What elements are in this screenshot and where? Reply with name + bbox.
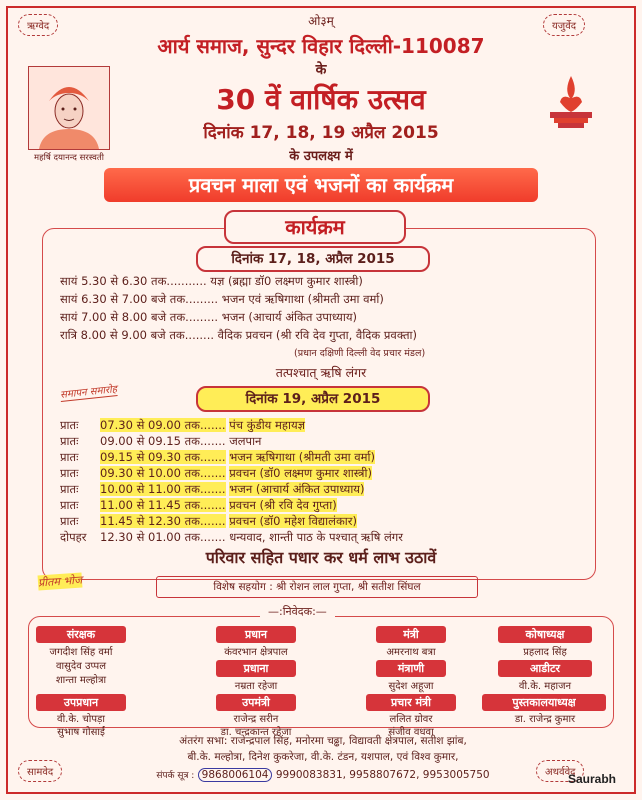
role-prachar-mantri: प्रचार मंत्री [366, 694, 456, 711]
schedule-row [60, 498, 337, 513]
schedule-item: यज्ञ (ब्रह्मा डॉ0 लक्ष्मण कुमार शास्त्री) [210, 274, 363, 288]
role-pradhan: प्रधान [216, 626, 296, 643]
role-upmantri: उपमंत्री [216, 694, 296, 711]
schedule-item: वैदिक प्रवचन (श्री रवि देव गुप्ता, वैदिक प्रवक्ता) [217, 328, 418, 342]
invite-line: परिवार सहित पधार कर धर्म लाभ उठावें [205, 548, 437, 567]
schedule-row [60, 482, 364, 497]
schedule-time: सायं 6.30 से 7.00 बजे तक......... [60, 292, 219, 306]
left-scribble: प्रीतम भोज [37, 573, 83, 590]
role-sanrakshak: संरक्षक [36, 626, 126, 643]
schedule-row [60, 292, 384, 307]
schedule-lead: प्रातः [60, 466, 79, 480]
schedule-row [60, 434, 261, 449]
upapradhan-name-1: वी.के. चोपड़ा [57, 714, 105, 725]
prachar-mantri-name-1: ललित ग्रोवर [389, 714, 433, 725]
schedule-item: प्रवचन (डॉ0 महेश विद्यालंकार) [229, 514, 357, 528]
sanrakshak-name-1: जगदीश सिंह वर्मा [49, 647, 113, 658]
role-auditor: आडीटर [498, 660, 592, 677]
day1-heading: दिनांक 17, 18, अप्रैल 2015 [196, 246, 430, 272]
schedule-time: 09.00 से 09.15 तक....... [100, 434, 226, 448]
auditor-name: वी.के. महाजन [518, 681, 572, 692]
event-dates: दिनांक 17, 18, 19 अप्रैल 2015 [203, 123, 439, 143]
invitation-card [6, 6, 636, 794]
schedule-time: 11.00 से 11.45 तक....... [100, 498, 226, 512]
upalakshya-text: के उपलक्ष्य में [289, 149, 353, 164]
footer-line-2: बी.के. मल्होत्रा, दिनेश कुकरेजा, वी.के. टंडन, यशपाल, एवं विश्व कुमार, [187, 751, 459, 763]
schedule-time: 12.30 से 01.00 तक....... [100, 530, 226, 544]
footer-line-1: अंतरंग सभा: राजेन्द्रपाल सिंह, मनोरमा चढ्ढा, विद्यावती क्षेत्रपाल, सतीश झांब, [179, 735, 467, 747]
schedule-row [60, 530, 403, 545]
schedule-item: भजन (आचार्य अंकित उपाध्याय) [229, 482, 365, 496]
role-mantri: मंत्री [376, 626, 446, 643]
om-heading: ओ३म् [308, 14, 334, 28]
schedule-time: रात्रि 8.00 से 9.00 बजे तक........ [60, 328, 215, 342]
karyakram-heading: कार्यक्रम [224, 210, 406, 244]
koshadhyaksh-name: प्रहलाद सिंह [523, 647, 567, 658]
schedule-row [60, 328, 417, 343]
brand-signature: Saurabh [568, 772, 617, 786]
sanrakshak-name-3: शान्ता मल्होत्रा [55, 675, 107, 686]
schedule-row [60, 418, 305, 433]
schedule-row [60, 274, 363, 289]
schedule-lead: प्रातः [60, 498, 79, 512]
day2-scribble: समापन समारोह [59, 381, 117, 402]
program-banner: प्रवचन माला एवं भजनों का कार्यक्रम [104, 168, 538, 202]
schedule-item: भजन ऋषिगाथा (श्रीमती उमा वर्मा) [229, 450, 375, 464]
corner-atharvaveda: अथर्ववेद [536, 760, 584, 782]
schedule-item: पंच कुंडीय महायज्ञ [229, 418, 306, 432]
pustakalayadhyaksh-name: डा. राजेन्द्र कुमार [514, 714, 576, 725]
day2-heading: दिनांक 19, अप्रैल 2015 [196, 386, 430, 412]
upmantri-name-1: राजेन्द्र सरीन [233, 714, 279, 725]
sanrakshak-name-2: वासुदेव उप्पल [56, 661, 106, 672]
schedule-item: भजन एवं ऋषिगाथा (श्रीमती उमा वर्मा) [221, 292, 384, 306]
schedule-lead: दोपहर [60, 530, 87, 544]
schedule-time: सायं 5.30 से 6.30 तक........... [60, 274, 207, 288]
org-name: आर्य समाज, सुन्दर विहार दिल्ली-110087 [157, 34, 485, 58]
role-pradhana: प्रधाना [216, 660, 296, 677]
schedule-row [60, 466, 372, 481]
ke-text: के [315, 62, 327, 78]
schedule-lead: प्रातः [60, 418, 79, 432]
contact-line [8, 768, 638, 781]
schedule-lead: प्रातः [60, 434, 79, 448]
corner-samaveda: सामवेद [18, 760, 62, 782]
event-title: 30 वें वार्षिक उत्सव [216, 83, 426, 116]
special-support: विशेष सहयोग : श्री रोशन लाल गुप्ता, श्री सतीश सिंघल [156, 576, 478, 598]
upapradhan-name-2: सुभाष गोसाईं [57, 727, 105, 738]
pradhana-name: नम्रता रहेजा [234, 681, 278, 692]
corner-rigveda: ऋग्वेद [18, 14, 58, 36]
portrait-caption: महर्षि दयानन्द सरस्वती [34, 153, 104, 163]
contact-phones: 9990083831, 9958807672, 9953005750 [275, 769, 490, 781]
nivedak-heading: —:निवेदक:— [260, 604, 335, 619]
prachar-mantri-name-2: संजीव वधवा [388, 727, 434, 738]
schedule-item: जलपान [229, 434, 262, 448]
schedule-item: धन्यवाद, शान्ती पाठ के पश्चात् ऋषि लंगर [229, 530, 403, 544]
role-upapradhan: उपप्रधान [36, 694, 126, 711]
pradhan-name: कंवरभान क्षेत्रपाल [224, 647, 288, 658]
mantri-name: अमरनाथ बत्रा [386, 647, 436, 658]
contact-label: संपर्क सूत्र : [156, 771, 195, 781]
corner-yajurveda: यजुर्वेद [543, 14, 585, 36]
schedule-time: 07.30 से 09.00 तक....... [100, 418, 226, 432]
schedule-item: प्रवचन (डॉ0 लक्ष्मण कुमार शास्त्री) [229, 466, 372, 480]
schedule-time: 09.15 से 09.30 तक....... [100, 450, 226, 464]
schedule-time: 10.00 से 11.00 तक....... [100, 482, 226, 496]
role-koshadhyaksh: कोषाध्यक्ष [498, 626, 592, 643]
schedule-lead: प्रातः [60, 450, 79, 464]
day1-after: तत्पश्चात् ऋषि लंगर [275, 365, 367, 380]
role-mantrani: मंत्राणी [376, 660, 446, 677]
schedule-row [60, 450, 375, 465]
schedule-row [60, 514, 357, 529]
upmantri-name-2: डा. चन्द्रकान्त रहेजा [220, 727, 292, 738]
schedule-item: प्रवचन (श्री रवि देव गुप्ता) [229, 498, 337, 512]
role-pustakalayadhyaksh: पुस्तकालयाध्यक्ष [482, 694, 606, 711]
schedule-time: 09.30 से 10.00 तक....... [100, 466, 226, 480]
contact-phone-circled: 9868006104 [198, 768, 273, 782]
mantrani-name: सुदेश अहूजा [388, 681, 434, 692]
schedule-time: सायं 7.00 से 8.00 बजे तक......... [60, 310, 219, 324]
schedule-row [60, 310, 357, 325]
schedule-lead: प्रातः [60, 482, 79, 496]
day1-note: (प्रधान दक्षिणी दिल्ली वेद प्रचार मंडल) [294, 348, 426, 359]
schedule-time: 11.45 से 12.30 तक....... [100, 514, 226, 528]
schedule-item: भजन (आचार्य अंकित उपाध्याय) [221, 310, 357, 324]
schedule-lead: प्रातः [60, 514, 79, 528]
